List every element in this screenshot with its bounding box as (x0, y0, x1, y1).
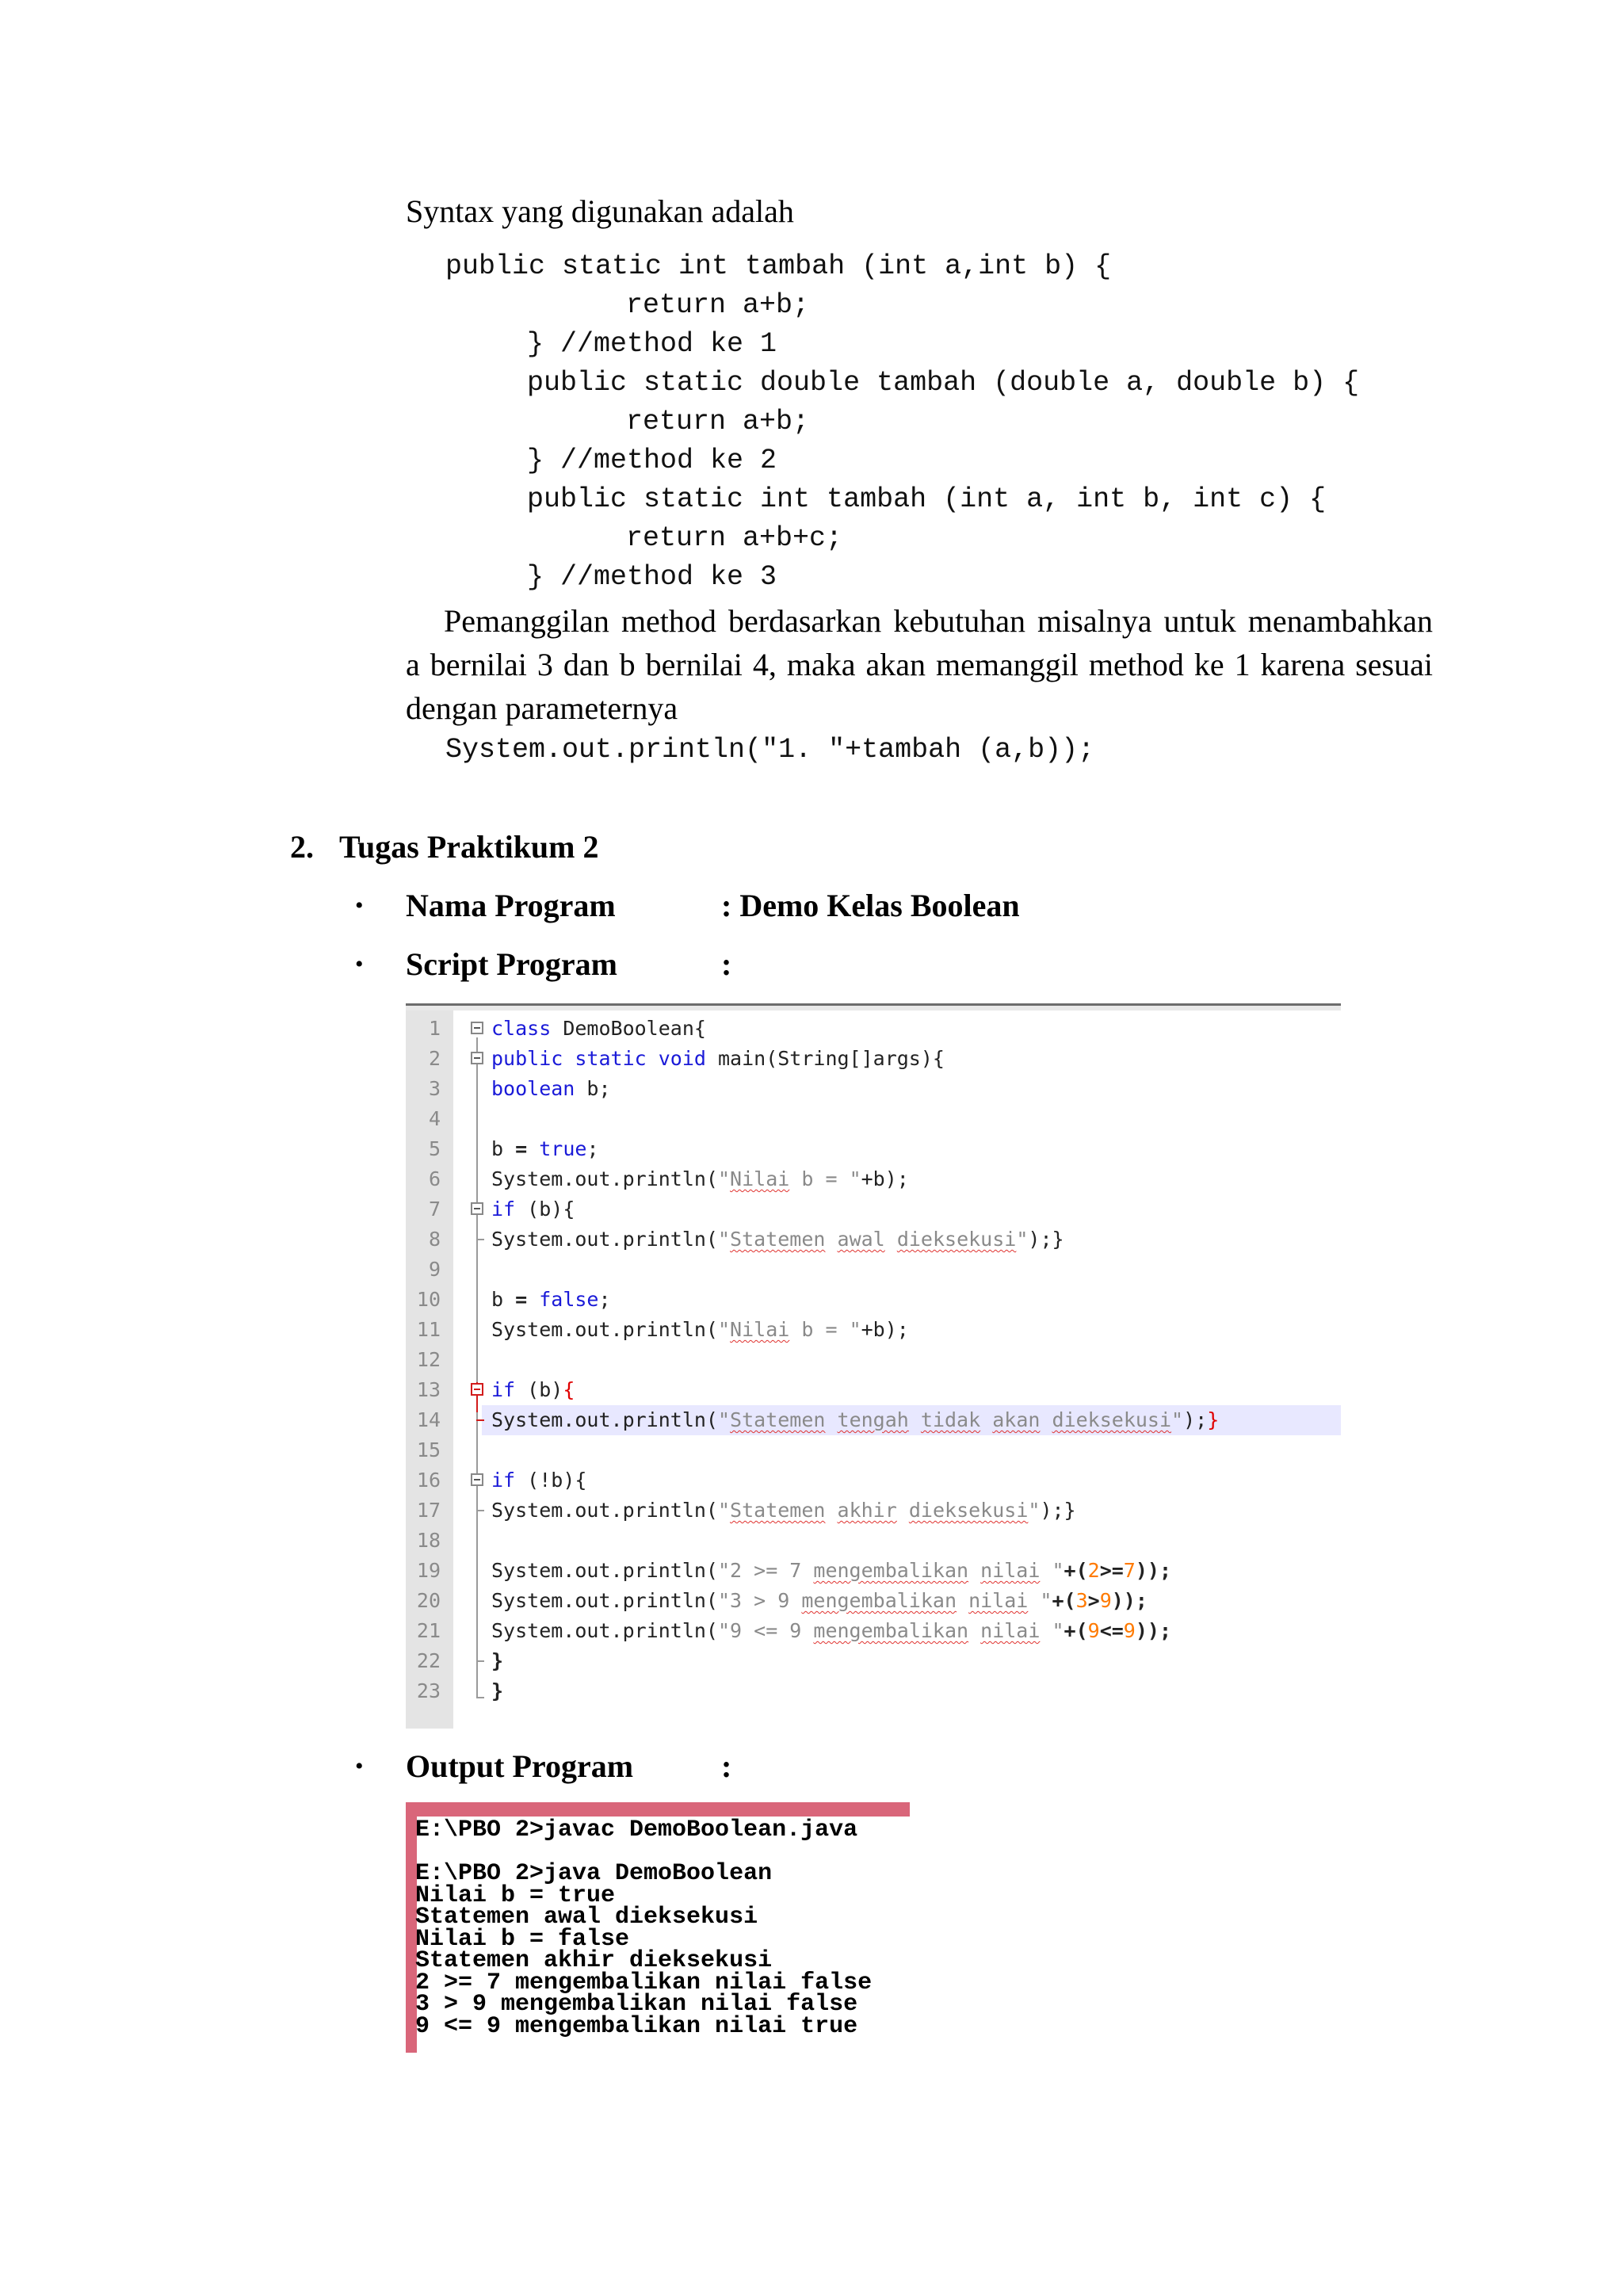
code-text: System.out.println("9 <= 9 mengembalikan nilai "+(9<=9)); (491, 1619, 1172, 1642)
item-label: Script Program (406, 946, 617, 982)
code-line (406, 1164, 1341, 1194)
code-line (406, 1014, 1341, 1044)
line-number: 5 (428, 1137, 441, 1160)
paragraph-line: dengan parameternya (406, 690, 678, 726)
code-line (406, 1586, 1341, 1616)
console-line: Statemen awal dieksekusi (415, 1904, 758, 1931)
code-editor-screenshot (406, 1003, 1341, 1729)
code-line (406, 1435, 1341, 1465)
line-number: 3 (428, 1077, 441, 1100)
line-number: 7 (428, 1198, 441, 1221)
code-text: public static void main(String[]args){ (491, 1047, 945, 1070)
line-number: 13 (416, 1378, 441, 1401)
line-number: 6 (428, 1167, 441, 1190)
fold-end-marker (476, 1697, 484, 1698)
line-number: 11 (416, 1318, 441, 1341)
code-text: b = true; (491, 1137, 599, 1160)
line-number: 4 (428, 1107, 441, 1130)
console-line: 2 >= 7 mengembalikan nilai false (415, 1969, 873, 1996)
console-line: 3 > 9 mengembalikan nilai false (415, 1991, 858, 2018)
fold-toggle-icon[interactable] (471, 1473, 483, 1486)
code-line (406, 1044, 1341, 1074)
line-number: 2 (428, 1047, 441, 1070)
code-text: if (b){ (491, 1378, 575, 1401)
fold-end-marker (476, 1239, 484, 1240)
code-line (406, 1224, 1341, 1255)
line-number: 10 (416, 1288, 441, 1311)
section-title: Tugas Praktikum 2 (339, 829, 599, 865)
paragraph-line: a bernilai 3 dan b bernilai 4, maka akan memanggil method ke 1 karena sesuai (406, 647, 1433, 682)
code-text: boolean b; (491, 1077, 611, 1100)
fold-end-marker (476, 1510, 484, 1511)
console-text (415, 1817, 873, 2040)
code-line (406, 1104, 1341, 1134)
line-number: 15 (416, 1438, 441, 1461)
code-line (406, 1315, 1341, 1345)
code-text: System.out.println("2 >= 7 mengembalikan nilai "+(2>=7)); (491, 1559, 1172, 1582)
syntax-line: } //method ke 3 (527, 561, 777, 593)
code-text: System.out.println("Nilai b = "+b); (491, 1318, 909, 1341)
code-text: } (491, 1649, 504, 1672)
code-line (406, 1496, 1341, 1526)
intro-line: Syntax yang digunakan adalah (406, 193, 794, 229)
code-text: b = false; (491, 1288, 611, 1311)
console-line: Nilai b = false (415, 1925, 630, 1953)
fold-end-marker (476, 1660, 484, 1662)
code-line (406, 1465, 1341, 1496)
line-number: 16 (416, 1469, 441, 1492)
explanation-paragraph (406, 599, 1433, 730)
console-border-top (406, 1802, 910, 1817)
code-line (406, 1526, 1341, 1556)
bullet-icon: • (355, 951, 364, 977)
call-code-line: System.out.println("1. "+tambah (a,b)); (445, 734, 1095, 766)
code-text: System.out.println("3 > 9 mengembalikan nilai "+(3>9)); (491, 1589, 1148, 1612)
code-line (406, 1676, 1341, 1706)
line-number: 1 (428, 1017, 441, 1040)
item-value: : Demo Kelas Boolean (721, 888, 1020, 923)
code-text: } (491, 1679, 504, 1702)
syntax-line: public static int tambah (int a, int b, int c) { (527, 483, 1327, 515)
code-text: if (!b){ (491, 1469, 587, 1492)
syntax-line: } //method ke 1 (527, 328, 777, 360)
code-line (406, 1285, 1341, 1315)
line-number: 21 (416, 1619, 441, 1642)
syntax-line: public static double tambah (double a, double b) { (527, 367, 1360, 399)
code-line-highlighted (406, 1405, 1341, 1435)
line-number: 19 (416, 1559, 441, 1582)
editor-top-edge (406, 1006, 1341, 1010)
syntax-line: return a+b+c; (626, 522, 843, 554)
fold-toggle-icon[interactable] (471, 1052, 483, 1064)
code-text: System.out.println("Statemen awal dieksekusi");} (491, 1228, 1064, 1251)
fold-toggle-icon[interactable] (471, 1383, 483, 1396)
syntax-line: } //method ke 2 (527, 445, 777, 476)
line-number: 8 (428, 1228, 441, 1251)
bullet-icon: • (355, 1753, 364, 1779)
line-number: 18 (416, 1529, 441, 1552)
console-output-screenshot (406, 1802, 910, 2053)
code-text: System.out.println("Statemen akhir dieksekusi");} (491, 1499, 1076, 1522)
item-value: : (721, 1748, 732, 1784)
item-label: Output Program (406, 1748, 634, 1784)
fold-toggle-icon[interactable] (471, 1022, 483, 1034)
line-number: 14 (416, 1408, 441, 1431)
code-line (406, 1255, 1341, 1285)
syntax-line: public static int tambah (int a,int b) { (445, 250, 1112, 282)
code-line (406, 1345, 1341, 1375)
code-line (406, 1616, 1341, 1646)
code-text: System.out.println("Statemen tengah tidak akan dieksekusi");} (491, 1408, 1220, 1431)
console-line: Statemen akhir dieksekusi (415, 1947, 773, 1974)
console-line: E:\PBO 2>javac DemoBoolean.java (415, 1817, 858, 1843)
code-line (406, 1375, 1341, 1405)
code-text: if (b){ (491, 1198, 575, 1221)
line-number: 23 (416, 1679, 441, 1702)
code-line (406, 1556, 1341, 1586)
code-text: System.out.println("Nilai b = "+b); (491, 1167, 909, 1190)
console-line: 9 <= 9 mengembalikan nilai true (415, 2012, 858, 2040)
code-line (406, 1194, 1341, 1224)
section-number: 2. (290, 829, 314, 865)
bullet-icon: • (355, 892, 364, 919)
line-number: 20 (416, 1589, 441, 1612)
syntax-line: return a+b; (626, 289, 810, 321)
code-line (406, 1134, 1341, 1164)
paragraph-line: Pemanggilan method berdasarkan kebutuhan misalnya untuk menambahkan (444, 603, 1433, 639)
item-label: Nama Program (406, 888, 616, 923)
syntax-line: return a+b; (626, 406, 810, 437)
line-number: 17 (416, 1499, 441, 1522)
code-text: class DemoBoolean{ (491, 1017, 706, 1040)
fold-toggle-icon[interactable] (471, 1202, 483, 1215)
code-line (406, 1074, 1341, 1104)
console-line: Nilai b = true (415, 1881, 616, 1909)
item-value: : (721, 946, 732, 982)
fold-end-marker (476, 1419, 484, 1421)
line-number: 22 (416, 1649, 441, 1672)
console-line: E:\PBO 2>java DemoBoolean (415, 1860, 773, 1887)
line-number: 12 (416, 1348, 441, 1371)
line-number: 9 (428, 1258, 441, 1281)
code-line (406, 1646, 1341, 1676)
